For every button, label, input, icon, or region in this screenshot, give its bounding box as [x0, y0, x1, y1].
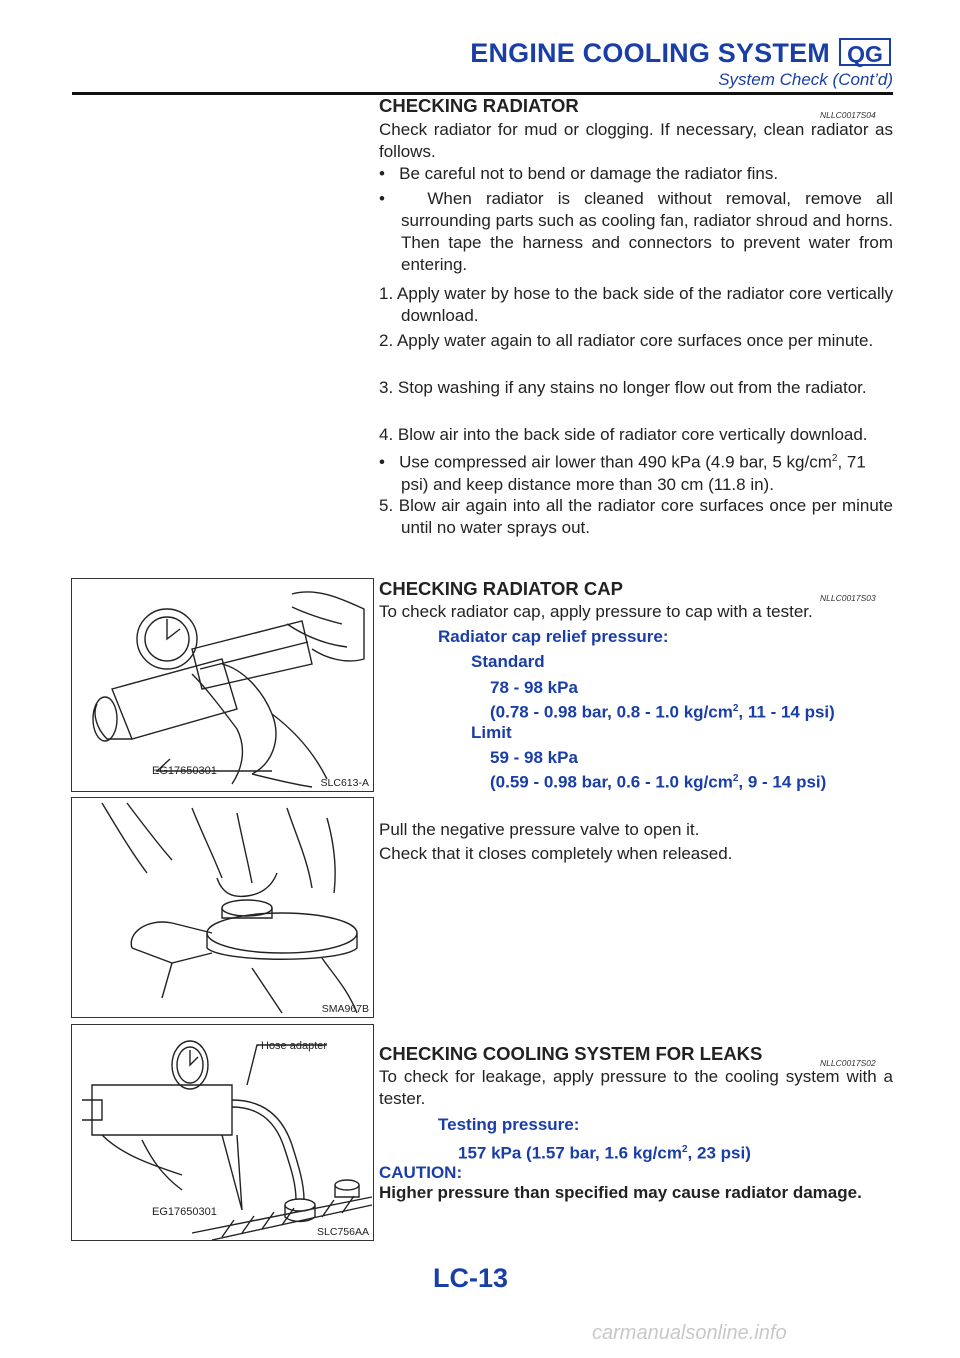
spec-value	[458, 1139, 751, 1164]
spec-value	[490, 747, 826, 793]
spec-value	[490, 677, 835, 723]
spec-value-line: 59 - 98 kPa	[490, 748, 578, 767]
superscript: 2	[732, 703, 739, 714]
watermark-site: carmanualsonline.info	[592, 1322, 787, 1344]
superscript: 2	[732, 773, 739, 784]
spec-value-line: 78 - 98 kPa	[490, 678, 578, 697]
leak-test-illustration	[72, 1025, 373, 1240]
step-item: 4. Blow air into the back side of radiator core vertically download.	[379, 425, 868, 444]
bullet-item	[379, 188, 893, 276]
valve-illustration	[72, 798, 373, 1017]
figure-negative-pressure-valve	[71, 797, 374, 1018]
bullet-text: Use compressed air lower than 490 kPa (4.9 bar, 5 kg/cm	[399, 452, 832, 472]
heading-checking-radiator: CHECKING RADIATOR	[379, 95, 579, 116]
spec-value-line	[490, 768, 826, 793]
spec-text: (0.78 - 0.98 bar, 0.8 - 1.0 kg/cm	[490, 702, 733, 722]
figure-cooling-system-leak-test	[71, 1024, 374, 1241]
superscript: 2	[681, 1144, 688, 1155]
figure-caption: SLC613-A	[320, 777, 369, 789]
ref-code: NLLC0017S04	[820, 110, 876, 120]
bullet-text: , 71 psi) and keep distance more than 30 cm (11.8 in).	[401, 452, 866, 494]
spec-label-standard: Standard	[471, 652, 545, 671]
step-item: 3. Stop washing if any stains no longer flow out from the radiator.	[379, 378, 867, 397]
spec-title: Testing pressure:	[438, 1115, 580, 1134]
tester-illustration	[72, 579, 373, 791]
caution-label: CAUTION:	[379, 1163, 463, 1182]
step-item: 1. Apply water by hose to the back side of the radiator core vertically download.	[379, 284, 893, 325]
step-item: 5. Blow air again into all the radiator core surfaces once per minute until no water sprays out.	[379, 496, 893, 537]
bullet-text: When radiator is cleaned without removal, remove all surrounding parts such as cooling fan, radiator shroud and horns. Then tape the harness and connectors to prevent water from entering.	[401, 189, 894, 274]
spec-label-limit: Limit	[471, 723, 512, 742]
bullet-item	[379, 163, 893, 185]
bullet-icon: •	[379, 164, 400, 183]
ref-code: NLLC0017S03	[820, 593, 876, 603]
bullet-icon: •	[379, 452, 400, 472]
paragraph: Check that it closes completely when released.	[379, 844, 733, 863]
figure-caption: SLC756AA	[317, 1226, 369, 1238]
figure-label: EG17650301	[152, 765, 217, 777]
paragraph: Check radiator for mud or clogging. If necessary, clean radiator as follows.	[379, 120, 893, 161]
heading-checking-leaks: CHECKING COOLING SYSTEM FOR LEAKS	[379, 1043, 763, 1064]
spec-value-line	[490, 698, 835, 723]
superscript: 2	[831, 453, 838, 464]
caution-text: Higher pressure than specified may cause radiator damage.	[379, 1183, 862, 1202]
paragraph: To check for leakage, apply pressure to the cooling system with a tester.	[379, 1067, 893, 1108]
figure-caption: SMA967B	[321, 1003, 369, 1015]
bullet-text: Be careful not to bend or damage the radiator fins.	[399, 164, 779, 183]
bullet-icon: •	[379, 189, 428, 208]
figure-label-hose-adapter: Hose adapter	[261, 1040, 328, 1052]
spec-text: (0.59 - 0.98 bar, 0.6 - 1.0 kg/cm	[490, 772, 733, 792]
engine-code-badge: QG	[839, 38, 891, 66]
paragraph: Pull the negative pressure valve to open it.	[379, 820, 700, 839]
page-number: LC-13	[433, 1263, 509, 1293]
spec-text: , 9 - 14 psi)	[738, 772, 827, 792]
step-item: 2. Apply water again to all radiator core surfaces once per minute.	[379, 331, 874, 350]
spec-text: , 23 psi)	[687, 1143, 751, 1163]
section-title: ENGINE COOLING SYSTEM	[470, 38, 830, 68]
paragraph: To check radiator cap, apply pressure to cap with a tester.	[379, 602, 813, 621]
heading-checking-radiator-cap: CHECKING RADIATOR CAP	[379, 578, 623, 599]
bullet-item	[379, 448, 893, 496]
spec-title: Radiator cap relief pressure:	[438, 627, 669, 646]
spec-text: , 11 - 14 psi)	[738, 702, 835, 722]
spec-text: 157 kPa (1.57 bar, 1.6 kg/cm	[458, 1143, 682, 1163]
figure-radiator-cap-tester	[71, 578, 374, 792]
section-subtitle: System Check (Cont’d)	[718, 70, 893, 89]
ref-code: NLLC0017S02	[820, 1058, 876, 1068]
figure-label: EG17650301	[152, 1206, 217, 1218]
